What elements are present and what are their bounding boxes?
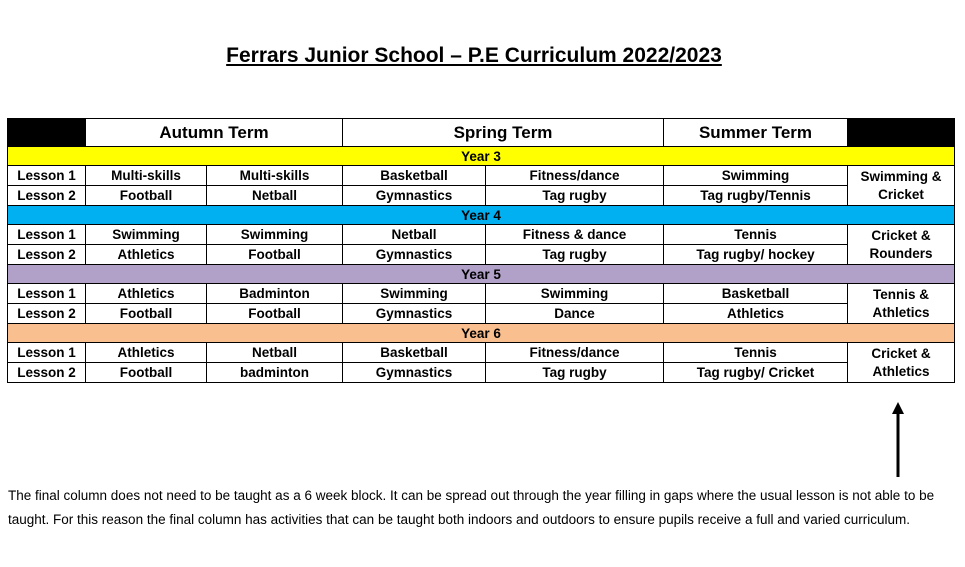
activity-cell: Gymnastics <box>343 304 486 324</box>
lesson-row <box>8 363 955 383</box>
activity-cell: badminton <box>207 363 343 383</box>
lesson-label: Lesson 2 <box>8 363 86 383</box>
activity-cell: Tennis <box>664 343 848 363</box>
header-black-cell <box>848 119 955 147</box>
activity-cell: Netball <box>207 343 343 363</box>
activity-cell: Fitness & dance <box>486 225 664 245</box>
activity-cell: Fitness/dance <box>486 343 664 363</box>
up-arrow-icon <box>890 402 906 477</box>
lesson-row <box>8 225 955 245</box>
activity-cell: Swimming <box>86 225 207 245</box>
activity-cell: Football <box>207 245 343 265</box>
activity-cell: Tennis <box>664 225 848 245</box>
extra-activity-cell: Tennis & Athletics <box>848 284 955 324</box>
activity-cell: Basketball <box>343 343 486 363</box>
activity-cell: Netball <box>343 225 486 245</box>
lesson-label: Lesson 1 <box>8 225 86 245</box>
lesson-row <box>8 245 955 265</box>
page-title: Ferrars Junior School – P.E Curriculum 2022/2023 <box>226 44 722 67</box>
activity-cell: Swimming <box>664 166 848 186</box>
activity-cell: Football <box>207 304 343 324</box>
activity-cell: Football <box>86 304 207 324</box>
activity-cell: Athletics <box>86 343 207 363</box>
lesson-row <box>8 284 955 304</box>
lesson-label: Lesson 1 <box>8 343 86 363</box>
activity-cell: Multi-skills <box>86 166 207 186</box>
activity-cell: Swimming <box>486 284 664 304</box>
header-black-cell <box>8 119 86 147</box>
lesson-label: Lesson 2 <box>8 186 86 206</box>
activity-cell: Badminton <box>207 284 343 304</box>
activity-cell: Gymnastics <box>343 363 486 383</box>
lesson-label: Lesson 2 <box>8 245 86 265</box>
extra-activity-cell: Swimming & Cricket <box>848 166 955 206</box>
lesson-row <box>8 166 955 186</box>
activity-cell: Football <box>86 363 207 383</box>
activity-cell: Dance <box>486 304 664 324</box>
term-header-row <box>8 119 955 147</box>
lesson-row <box>8 343 955 363</box>
activity-cell: Tag rugby <box>486 363 664 383</box>
activity-cell: Football <box>86 186 207 206</box>
year-band-row <box>8 324 955 343</box>
activity-cell: Basketball <box>343 166 486 186</box>
year-label: Year 5 <box>8 265 955 284</box>
activity-cell: Tag rugby <box>486 245 664 265</box>
term-summer: Summer Term <box>664 119 848 147</box>
activity-cell: Netball <box>207 186 343 206</box>
lesson-row <box>8 186 955 206</box>
activity-cell: Athletics <box>86 284 207 304</box>
lesson-label: Lesson 1 <box>8 284 86 304</box>
extra-activity-cell: Cricket & Athletics <box>848 343 955 383</box>
activity-cell: Swimming <box>207 225 343 245</box>
activity-cell: Tag rugby/ hockey <box>664 245 848 265</box>
term-spring: Spring Term <box>343 119 664 147</box>
activity-cell: Athletics <box>86 245 207 265</box>
activity-cell: Basketball <box>664 284 848 304</box>
curriculum-table <box>7 118 955 383</box>
activity-cell: Multi-skills <box>207 166 343 186</box>
lesson-row <box>8 304 955 324</box>
year-label: Year 6 <box>8 324 955 343</box>
activity-cell: Gymnastics <box>343 245 486 265</box>
year-band-row <box>8 147 955 166</box>
footnote: The final column does not need to be taught as a 6 week block. It can be spread out through the year filling in gaps where the usual lesson is not able to be taught. For this reason the final column has activities that can be taught both indoors and outdoors to ensure pupils receive a full and varied curriculum. <box>8 488 935 527</box>
year-label: Year 4 <box>8 206 955 225</box>
year-label: Year 3 <box>8 147 955 166</box>
year-band-row <box>8 265 955 284</box>
activity-cell: Fitness/dance <box>486 166 664 186</box>
activity-cell: Tag rugby/Tennis <box>664 186 848 206</box>
extra-activity-cell: Cricket & Rounders <box>848 225 955 265</box>
activity-cell: Swimming <box>343 284 486 304</box>
activity-cell: Tag rugby/ Cricket <box>664 363 848 383</box>
lesson-label: Lesson 2 <box>8 304 86 324</box>
year-band-row <box>8 206 955 225</box>
activity-cell: Athletics <box>664 304 848 324</box>
term-autumn: Autumn Term <box>86 119 343 147</box>
activity-cell: Tag rugby <box>486 186 664 206</box>
activity-cell: Gymnastics <box>343 186 486 206</box>
lesson-label: Lesson 1 <box>8 166 86 186</box>
